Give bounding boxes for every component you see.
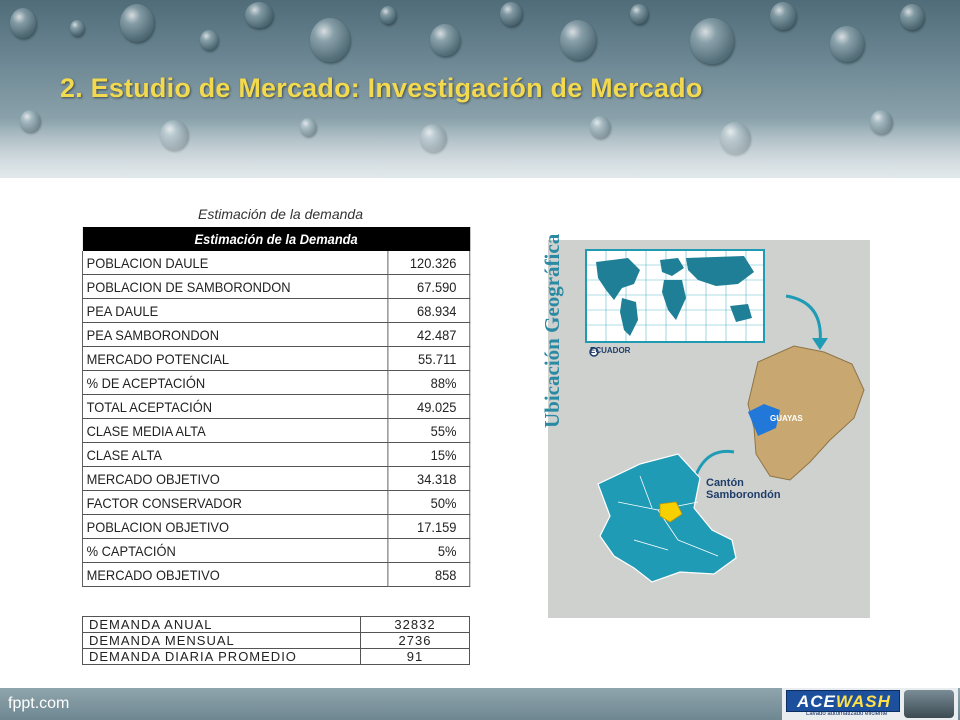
row-value: 49.025 xyxy=(388,395,470,419)
row-value: 120.326 xyxy=(388,251,470,275)
row-label: MERCADO POTENCIAL xyxy=(82,347,387,371)
water-drop xyxy=(770,2,796,30)
table-row xyxy=(82,299,469,323)
summary-value: 2736 xyxy=(361,633,470,649)
map-image xyxy=(540,233,870,618)
ecuador-label: ECUADOR xyxy=(590,346,631,355)
table-row xyxy=(82,539,469,563)
summary-table xyxy=(82,616,470,665)
summary-label: DEMANDA ANUAL xyxy=(83,617,361,633)
water-drop xyxy=(120,4,154,42)
water-drop xyxy=(310,18,350,62)
row-label: POBLACION DE SAMBORONDON xyxy=(82,275,387,299)
row-value: 68.934 xyxy=(388,299,470,323)
row-label: PEA DAULE xyxy=(82,299,387,323)
canton-label-line2: Samborondón xyxy=(706,489,781,501)
table-row xyxy=(82,395,469,419)
row-value: 42.487 xyxy=(388,323,470,347)
row-label: MERCADO OBJETIVO xyxy=(82,563,387,587)
water-drop xyxy=(430,24,460,56)
header-fade xyxy=(0,118,960,178)
table-row xyxy=(82,467,469,491)
car-icon xyxy=(904,690,954,718)
table-header-row xyxy=(82,227,469,251)
arrow-to-ecuador xyxy=(786,296,820,344)
table-row xyxy=(82,515,469,539)
acewash-logo xyxy=(782,688,958,720)
row-value: 67.590 xyxy=(388,275,470,299)
summary-row xyxy=(83,649,470,665)
footer-bar xyxy=(0,688,960,720)
map-heading: Ubicación Geográfica xyxy=(540,233,564,428)
table-caption: Estimación de la demanda xyxy=(198,206,363,222)
guayas-label: GUAYAS xyxy=(770,414,803,423)
logo-brand xyxy=(797,692,891,712)
row-value: 50% xyxy=(388,491,470,515)
row-label: FACTOR CONSERVADOR xyxy=(82,491,387,515)
row-value: 55.711 xyxy=(388,347,470,371)
canton-label xyxy=(706,477,781,501)
table-row xyxy=(82,371,469,395)
table-row xyxy=(82,251,469,275)
row-label: PEA SAMBORONDON xyxy=(82,323,387,347)
water-drop xyxy=(830,26,864,62)
row-value: 858 xyxy=(388,563,470,587)
logo-box xyxy=(786,690,900,712)
water-drop xyxy=(10,8,36,38)
table-row xyxy=(82,563,469,587)
water-drop xyxy=(560,20,596,60)
row-value: 88% xyxy=(388,371,470,395)
water-drop xyxy=(500,2,522,26)
water-drop xyxy=(900,4,924,30)
arrow-head xyxy=(812,338,828,350)
row-value: 34.318 xyxy=(388,467,470,491)
summary-value: 32832 xyxy=(361,617,470,633)
row-value: 5% xyxy=(388,539,470,563)
row-value: 55% xyxy=(388,419,470,443)
summary-row xyxy=(83,633,470,649)
row-label: TOTAL ACEPTACIÓN xyxy=(82,395,387,419)
water-drop xyxy=(630,4,648,24)
summary-value: 91 xyxy=(361,649,470,665)
table-header: Estimación de la Demanda xyxy=(82,227,469,251)
row-label: POBLACION OBJETIVO xyxy=(82,515,387,539)
row-label: MERCADO OBJETIVO xyxy=(82,467,387,491)
water-drop xyxy=(200,30,218,50)
row-label: CLASE MEDIA ALTA xyxy=(82,419,387,443)
water-drop xyxy=(690,18,734,64)
footer-site-link[interactable]: fppt.com xyxy=(8,695,70,712)
map-illustration xyxy=(548,240,870,618)
row-label: CLASE ALTA xyxy=(82,443,387,467)
row-label: % CAPTACIÓN xyxy=(82,539,387,563)
table-row xyxy=(82,419,469,443)
logo-brand-part1: ACE xyxy=(797,692,836,711)
summary-row xyxy=(83,617,470,633)
table-row xyxy=(82,323,469,347)
logo-brand-part2: WASH xyxy=(835,692,891,711)
row-label: POBLACION DAULE xyxy=(82,251,387,275)
table-row xyxy=(82,443,469,467)
water-drop xyxy=(70,20,84,36)
logo-tagline: Lavado automatizado eficiente xyxy=(806,711,888,717)
water-drop xyxy=(380,6,396,24)
header-background xyxy=(0,0,960,178)
table-row xyxy=(82,491,469,515)
table-row xyxy=(82,347,469,371)
canton-label-line1: Cantón xyxy=(706,477,744,489)
summary-label: DEMANDA MENSUAL xyxy=(83,633,361,649)
table-row xyxy=(82,275,469,299)
row-value: 17.159 xyxy=(388,515,470,539)
slide-title: 2. Estudio de Mercado: Investigación de Mercado xyxy=(60,73,703,103)
row-label: % DE ACEPTACIÓN xyxy=(82,371,387,395)
row-value: 15% xyxy=(388,443,470,467)
demand-table xyxy=(82,227,470,587)
water-drop xyxy=(245,2,273,28)
summary-label: DEMANDA DIARIA PROMEDIO xyxy=(83,649,361,665)
